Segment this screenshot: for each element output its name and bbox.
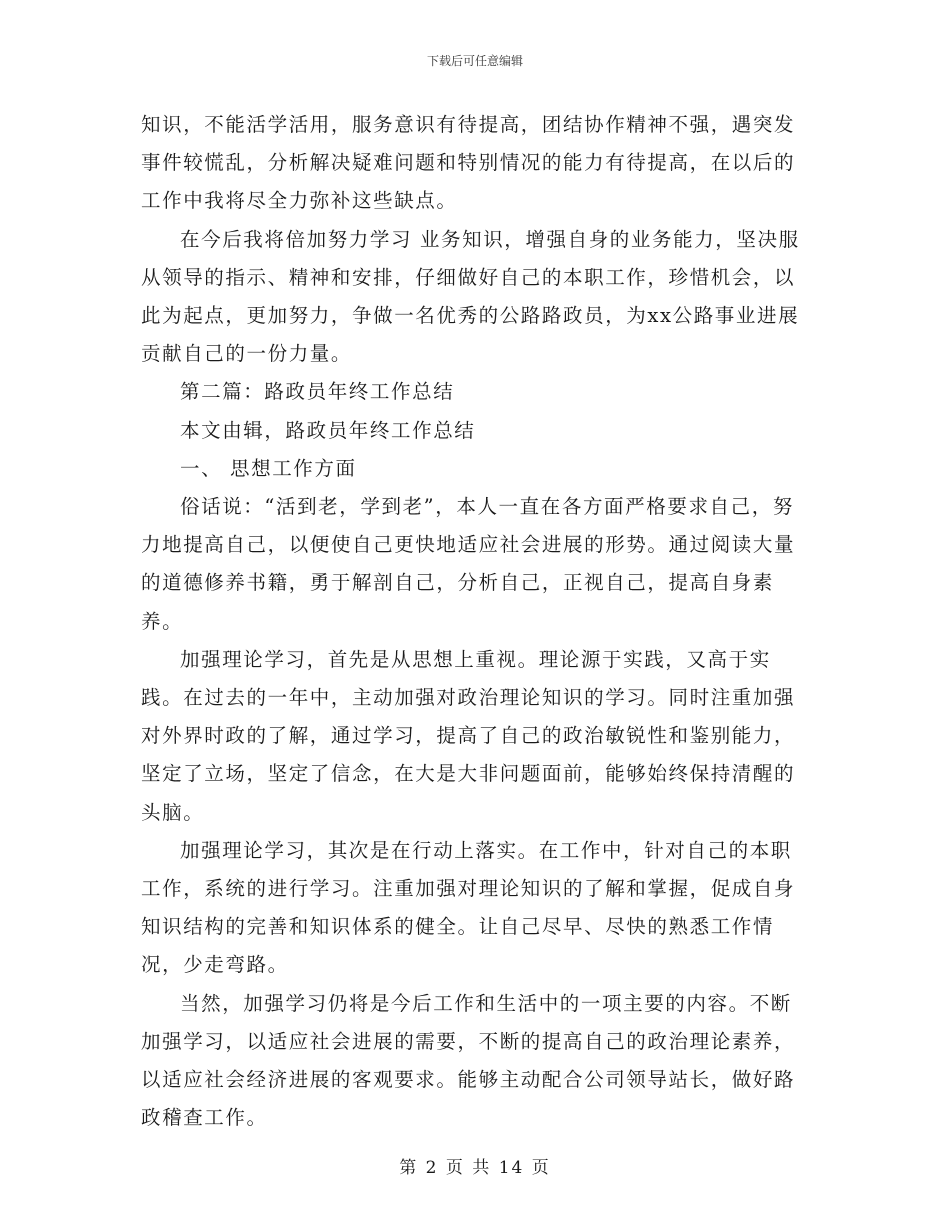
paragraph-continued-study: 当然，加强学习仍将是今后工作和生活中的一项主要的内容。不断加强学习，以适应社会进展的需要，不断的提高自己的政治理论素养，以适应社会经济进展的客观要求。能够主动配合公司领导站长，做好路政稽查工作。	[141, 991, 796, 1130]
paragraph-lifelong-learning: 俗话说：“活到老，学到老”，本人一直在各方面严格要求自己，努力地提高自己，以便使自己更快地适应社会进展的形势。通过阅读大量的道德修养书籍，勇于解剖自己，分析自己，正视自己，提高自身素养。	[141, 495, 796, 633]
page-number-footer: 第 2 页 共 14 页	[399, 1158, 551, 1178]
document-body	[141, 106, 811, 1137]
section-heading-part-two: 第二篇：路政员年终工作总结	[180, 380, 455, 404]
paragraph-continuation: 知识，不能活学活用，服务意识有待提高，团结协作精神不强，遇突发事件较慌乱，分析解决疑难问题和特别情况的能力有待提高，在以后的工作中我将尽全力弥补这些缺点。	[141, 113, 796, 213]
source-note: 本文由辑，路政员年终工作总结	[180, 418, 476, 442]
paragraph-theory-thinking: 加强理论学习，首先是从思想上重视。理论源于实践，又高于实践。在过去的一年中，主动加强对政治理论知识的学习。同时注重加强对外界时政的了解，通过学习，提高了自己的政治敏锐性和鉴别能力，坚定了立场，坚定了信念，在大是大非问题面前，能够始终保持清醒的头脑。	[141, 647, 796, 824]
page-header-note: 下载后可任意编辑	[426, 54, 523, 68]
paragraph-future-plan: 在今后我将倍加努力学习 业务知识，增强自身的业务能力，坚决服从领导的指示、精神和安排，仔细做好自己的本职工作，珍惜机会，以此为起点，更加努力，争做一名优秀的公路路政员，为xx公路事业进展贡献自己的一份力量。	[141, 227, 800, 366]
paragraph-theory-action: 加强理论学习，其次是在行动上落实。在工作中，针对自己的本职工作，系统的进行学习。注重加强对理论知识的了解和掌握，促成自身知识结构的完善和知识体系的健全。让自己尽早、尽快的熟悉工作情况，少走弯路。	[141, 838, 796, 977]
subheading-ideology: 一、 思想工作方面	[180, 456, 357, 480]
